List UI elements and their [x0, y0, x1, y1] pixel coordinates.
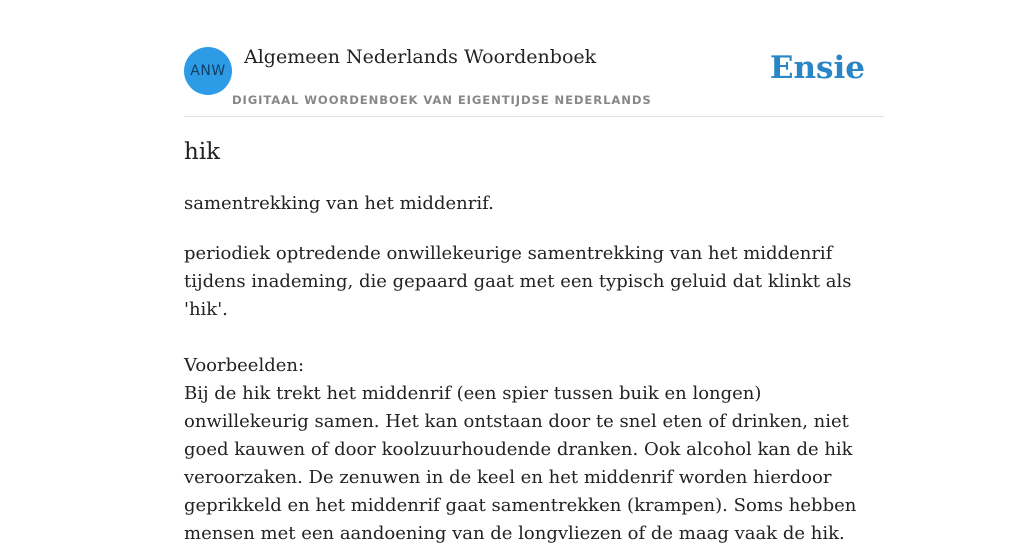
examples-label: Voorbeelden:: [184, 355, 305, 376]
anw-logo[interactable]: ANW: [184, 47, 232, 95]
ensie-brand-link[interactable]: Ensie: [769, 50, 865, 86]
long-definition-block: [184, 240, 884, 548]
example-text: Bij de hik trekt het middenrif (een spier tussen buik en longen) onwillekeurig samen. Het kan ontstaan door te snel eten of drinken, niet goed kauwen of door koolzuurhoudende dranken. Ook alcohol kan de hik veroorzaken. De zenuwen in de keel en het middenrif worden hierdoor geprikkeld en het middenrif gaat samentrekken (krampen). Soms hebben mensen met een aandoening van de longvliezen of de maag vaak de hik.: [184, 383, 857, 544]
site-title[interactable]: Algemeen Nederlands Woordenboek: [244, 46, 597, 68]
site-header: [184, 0, 884, 117]
entry-headword: hik: [184, 139, 221, 165]
long-definition: periodiek optredende onwillekeurige samentrekking van het middenrif tijdens inademing, die gepaard gaat met een typisch geluid dat klinkt als 'hik'.: [184, 243, 852, 320]
site-subtitle: DIGITAAL WOORDENBOEK VAN EIGENTIJDSE NEDERLANDS: [232, 93, 652, 107]
short-definition: samentrekking van het middenrif.: [184, 193, 494, 214]
paragraph-spacer: [184, 324, 884, 352]
